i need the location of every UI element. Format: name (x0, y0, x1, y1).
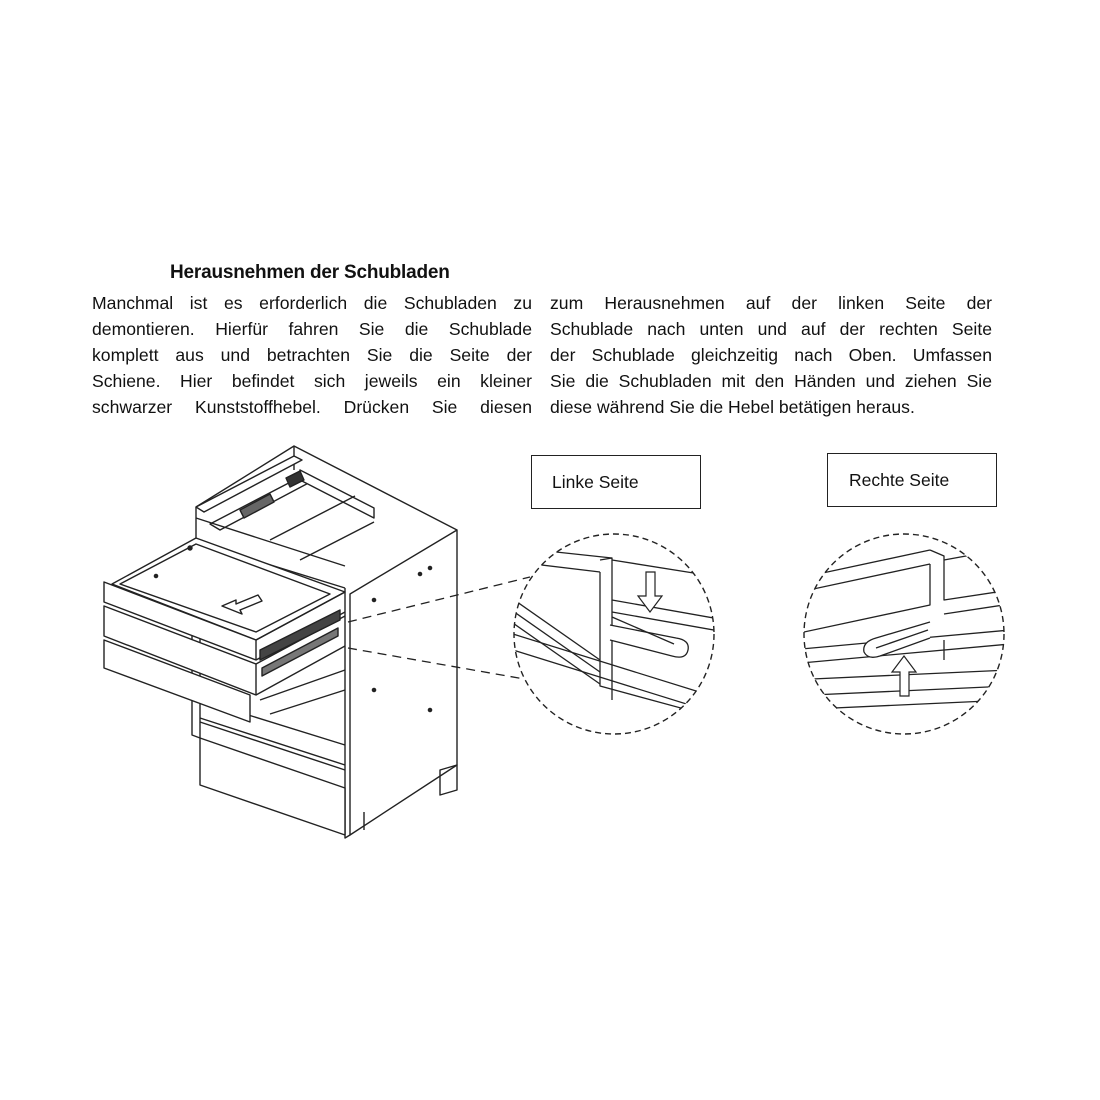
left-detail-circle (500, 534, 725, 734)
text-line: Manchmal ist es erforderlich die Schubladen zu (92, 293, 532, 313)
text-line: der Schublade gleichzeitig nach Oben. Umfassen (550, 345, 992, 365)
text-line: schwarzer Kunststoffhebel. Drücken Sie diesen (92, 397, 532, 417)
text-line: diese während Sie die Hebel betätigen heraus. (550, 397, 915, 417)
text-line: Sie die Schubladen mit den Händen und ziehen Sie (550, 371, 992, 391)
text-line: demontieren. Hierfür fahren Sie die Schublade (92, 319, 532, 339)
text-line: zum Herausnehmen auf der linken Seite der (550, 293, 992, 313)
cabinet-drawing (104, 446, 457, 838)
text-line: Schiene. Hier befindet sich jeweils ein kleiner (92, 371, 532, 391)
right-side-label: Rechte Seite (827, 453, 997, 507)
text-line: Schublade nach unten und auf der rechten Seite (550, 319, 992, 339)
right-detail-circle (790, 534, 1010, 734)
left-side-label: Linke Seite (531, 455, 701, 509)
text-line: komplett aus und betrachten Sie die Seite der (92, 345, 532, 365)
section-heading: Herausnehmen der Schubladen (170, 262, 450, 283)
